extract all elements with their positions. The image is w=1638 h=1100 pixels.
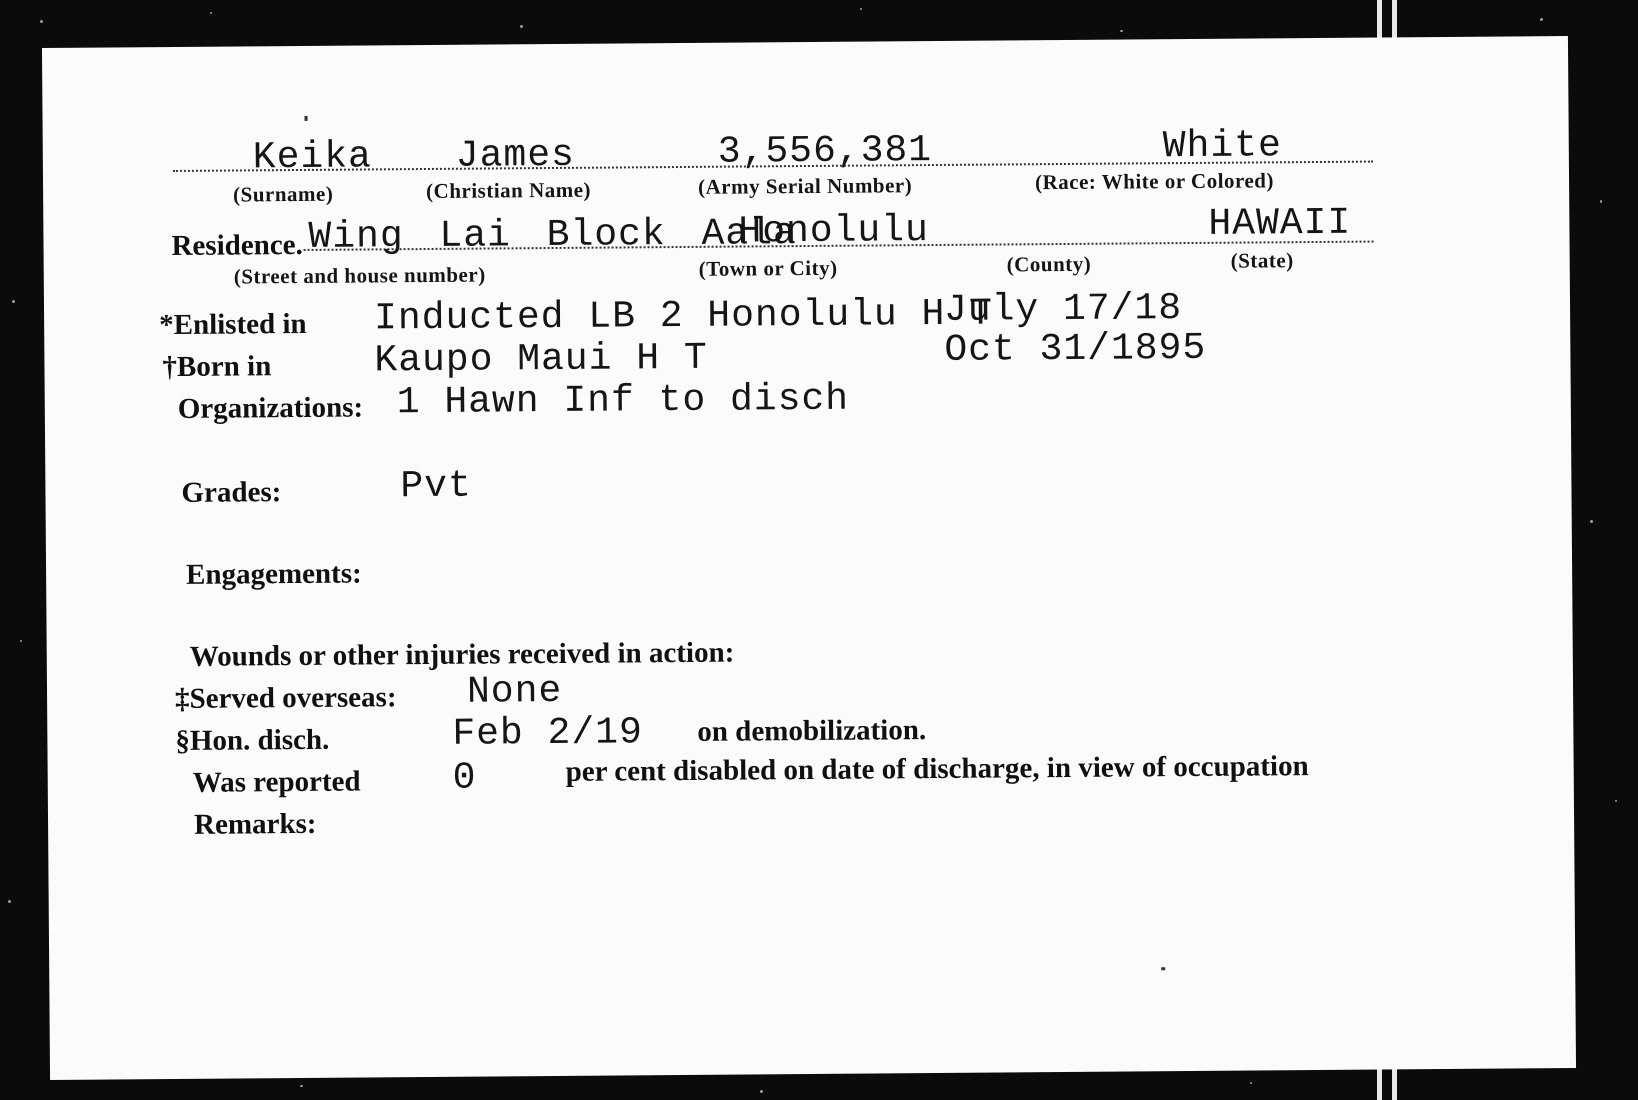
grades-value: Pvt — [400, 464, 473, 509]
remarks-label: Remarks: — [193, 807, 317, 841]
born-label: †Born in — [162, 350, 272, 384]
serial-number-caption: (Army Serial Number) — [697, 173, 913, 199]
engagements-label: Engagements: — [185, 557, 362, 591]
christian-name-caption: (Christian Name) — [426, 177, 592, 203]
reported-suffix: per cent disabled on date of discharge, in view of occupation — [565, 750, 1309, 788]
enlisted-value: Inducted LB 2 Honolulu H T — [373, 292, 994, 341]
reported-label: Was reported — [192, 765, 361, 799]
enlisted-label: *Enlisted in — [159, 307, 307, 342]
serial-number-value: 3,556,381 — [717, 129, 933, 174]
county-caption: (County) — [1006, 251, 1092, 277]
state-caption: (State) — [1230, 248, 1294, 273]
christian-name-value: James — [455, 133, 576, 178]
surname-value: Keika — [252, 135, 373, 180]
organizations-value: 1 Hawn Inf to disch — [396, 377, 850, 425]
surname-caption: (Surname) — [233, 181, 334, 207]
residence-city-value: Honolulu — [738, 209, 930, 254]
residence-label: Residence. — [171, 228, 303, 262]
honorable-discharge-suffix: on demobilization. — [697, 714, 927, 748]
served-overseas-value: None — [466, 669, 563, 714]
grades-label: Grades: — [181, 476, 282, 509]
stray-mark — [1161, 967, 1165, 970]
wounds-label: Wounds or other injuries received in action: — [189, 636, 735, 673]
honorable-discharge-label: §Hon. disch. — [175, 723, 330, 757]
stray-mark — [305, 116, 308, 121]
draft-record-card — [42, 36, 1576, 1080]
served-overseas-label: ‡Served overseas: — [174, 681, 397, 715]
street-caption: (Street and house number) — [233, 262, 486, 289]
organizations-label: Organizations: — [177, 391, 364, 425]
race-value: White — [1162, 124, 1282, 169]
reported-percent-value: 0 — [452, 756, 477, 800]
race-caption: (Race: White or Colored) — [1034, 168, 1275, 195]
born-date: Oct 31/1895 — [944, 326, 1207, 372]
born-value: Kaupo Maui H T — [374, 336, 708, 383]
honorable-discharge-date: Feb 2/19 — [452, 711, 643, 756]
city-caption: (Town or City) — [698, 255, 838, 281]
residence-state-value: HAWAII — [1208, 201, 1352, 246]
residence-street-value: Wing Lai Block Aala — [308, 212, 797, 259]
enlisted-date: July 17/18 — [943, 287, 1183, 332]
